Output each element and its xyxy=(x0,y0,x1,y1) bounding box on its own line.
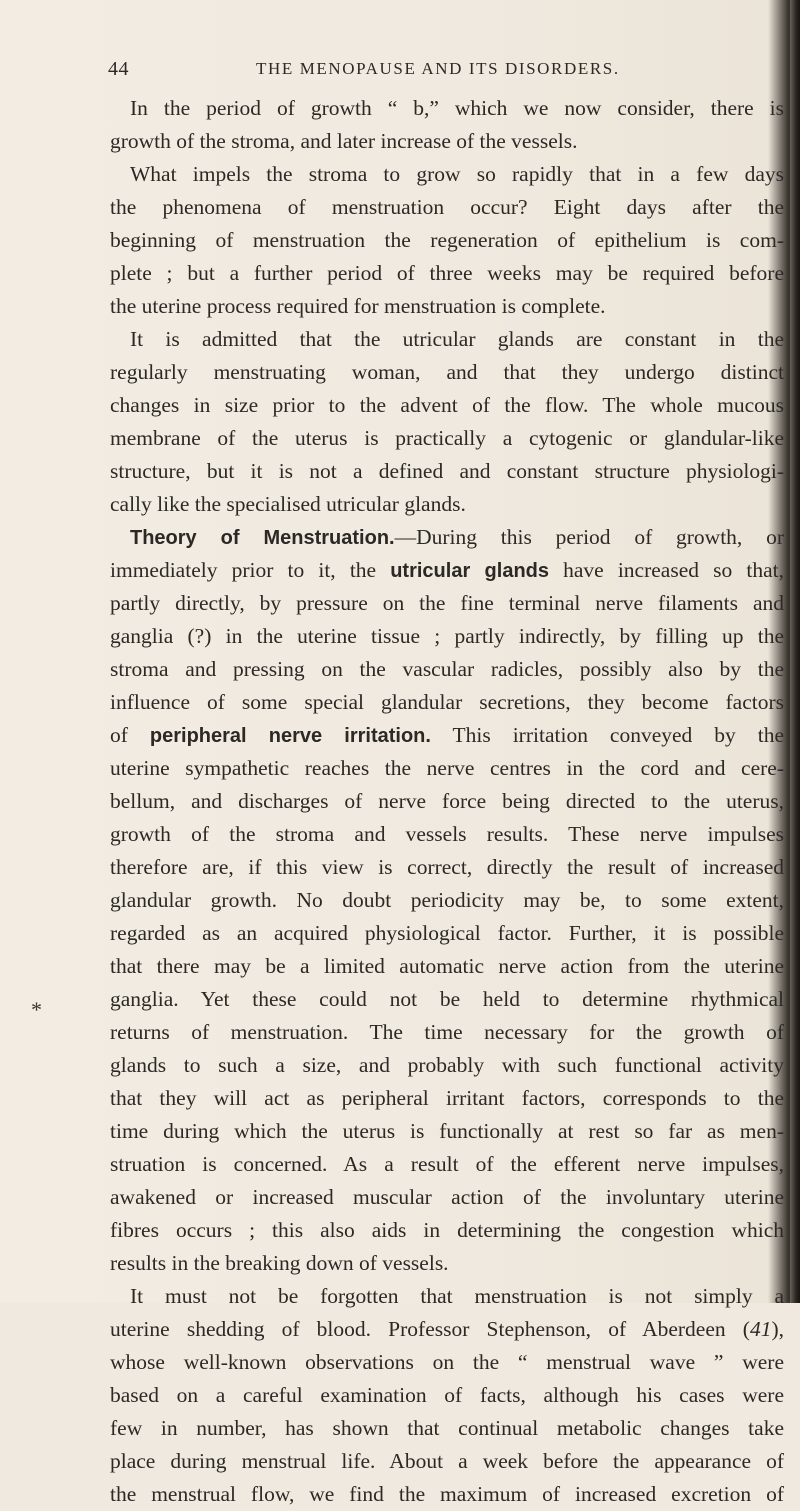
text-fragment: have increased so that, xyxy=(549,558,784,582)
text-line: partly directly, by pressure on the fine terminal nerve filaments and xyxy=(110,591,784,615)
running-header xyxy=(108,58,708,88)
text-line: bellum, and discharges of nerve force being directed to the uterus, xyxy=(110,789,784,813)
text-line: the menstrual flow, we find the maximum of increased excretion of xyxy=(110,1482,784,1506)
text-fragment: This irritation conveyed by the xyxy=(430,723,784,747)
text-line: that they will act as peripheral irritant factors, corresponds to the xyxy=(110,1086,784,1110)
text-line: that there may be a limited automatic nerve action from the uterine xyxy=(110,954,784,978)
text-line: results in the breaking down of vessels. xyxy=(110,1251,449,1275)
bold-term: peripheral nerve irritation. xyxy=(149,725,431,747)
text-line: glandular growth. No doubt periodicity may be, to some extent, xyxy=(110,888,784,912)
text-line: membrane of the uterus is practically a cytogenic or glandular-like xyxy=(110,426,784,450)
text-line: therefore are, if this view is correct, directly the result of increased xyxy=(110,855,784,879)
text-line: It is admitted that the utricular glands are constant in the xyxy=(130,327,784,351)
text-line: growth of the stroma and vessels results. These nerve impulses xyxy=(110,822,784,846)
text-line: whose well-known observations on the “ menstrual wave ” were xyxy=(110,1350,784,1374)
text-line: few in number, has shown that continual metabolic changes take xyxy=(110,1416,784,1440)
text-line: It must not be forgotten that menstruation is not simply a xyxy=(130,1284,784,1308)
text-line: struation is concerned. As a result of the efferent nerve impulses, xyxy=(110,1152,784,1176)
body-text xyxy=(110,92,784,1511)
text-fragment: of xyxy=(110,723,150,747)
text-line: In the period of growth “ b,” which we now consider, there is xyxy=(130,96,784,120)
text-fragment: immediately prior to it, the xyxy=(110,558,391,582)
text-fragment: uterine shedding of blood. Professor Stephenson, of Aberdeen ( xyxy=(110,1317,750,1341)
margin-asterisk: * xyxy=(31,997,42,1022)
text-line: based on a careful examination of facts, although his cases were xyxy=(110,1383,784,1407)
text-line: ganglia (?) in the uterine tissue ; partly indirectly, by filling up the xyxy=(110,624,784,648)
text-line: the uterine process required for menstruation is complete. xyxy=(110,294,606,318)
text-fragment: —During this period of growth, or xyxy=(394,525,784,549)
text-line: place during menstrual life. About a week before the appearance of xyxy=(110,1449,784,1473)
text-line: plete ; but a further period of three weeks may be required before xyxy=(110,261,784,285)
text-line: ganglia. Yet these could not be held to determine rhythmical xyxy=(110,987,784,1011)
text-line: cally like the specialised utricular glands. xyxy=(110,492,466,516)
reference-number: 41 xyxy=(749,1317,772,1341)
text-line: changes in size prior to the advent of the flow. The whole mucous xyxy=(110,393,784,417)
text-line: uterine sympathetic reaches the nerve centres in the cord and cere- xyxy=(110,756,784,780)
text-line xyxy=(110,719,784,752)
text-line xyxy=(110,554,784,587)
page-number: 44 xyxy=(108,58,129,80)
text-line: awakened or increased muscular action of the involuntary uterine xyxy=(110,1185,784,1209)
text-line: glands to such a size, and probably with such functional activity xyxy=(110,1053,784,1077)
section-heading: Theory of Menstruation. xyxy=(130,527,395,549)
text-line xyxy=(110,1313,784,1346)
text-line: fibres occurs ; this also aids in determining the congestion which xyxy=(110,1218,784,1242)
text-line: What impels the stroma to grow so rapidly that in a few days xyxy=(130,162,784,186)
text-line: time during which the uterus is functionally at rest so far as men- xyxy=(110,1119,784,1143)
text-line: stroma and pressing on the vascular radicles, possibly also by the xyxy=(110,657,784,681)
text-line: the phenomena of menstruation occur? Eight days after the xyxy=(110,195,784,219)
text-line: growth of the stroma, and later increase of the vessels. xyxy=(110,129,578,153)
text-line: structure, but it is not a defined and constant structure physiologi- xyxy=(110,459,784,483)
text-line: influence of some special glandular secretions, they become factors xyxy=(110,690,784,714)
section-heading-line xyxy=(110,521,784,554)
page-edge-shadow xyxy=(790,0,800,1303)
bold-term: utricular glands xyxy=(390,560,549,582)
text-line: returns of menstruation. The time necessary for the growth of xyxy=(110,1020,784,1044)
text-line: regularly menstruating woman, and that they undergo distinct xyxy=(110,360,784,384)
text-line: beginning of menstruation the regeneration of epithelium is com- xyxy=(110,228,784,252)
running-title: THE MENOPAUSE AND ITS DISORDERS. xyxy=(256,59,620,78)
text-fragment: ), xyxy=(771,1317,784,1341)
text-line: regarded as an acquired physiological factor. Further, it is possible xyxy=(110,921,784,945)
